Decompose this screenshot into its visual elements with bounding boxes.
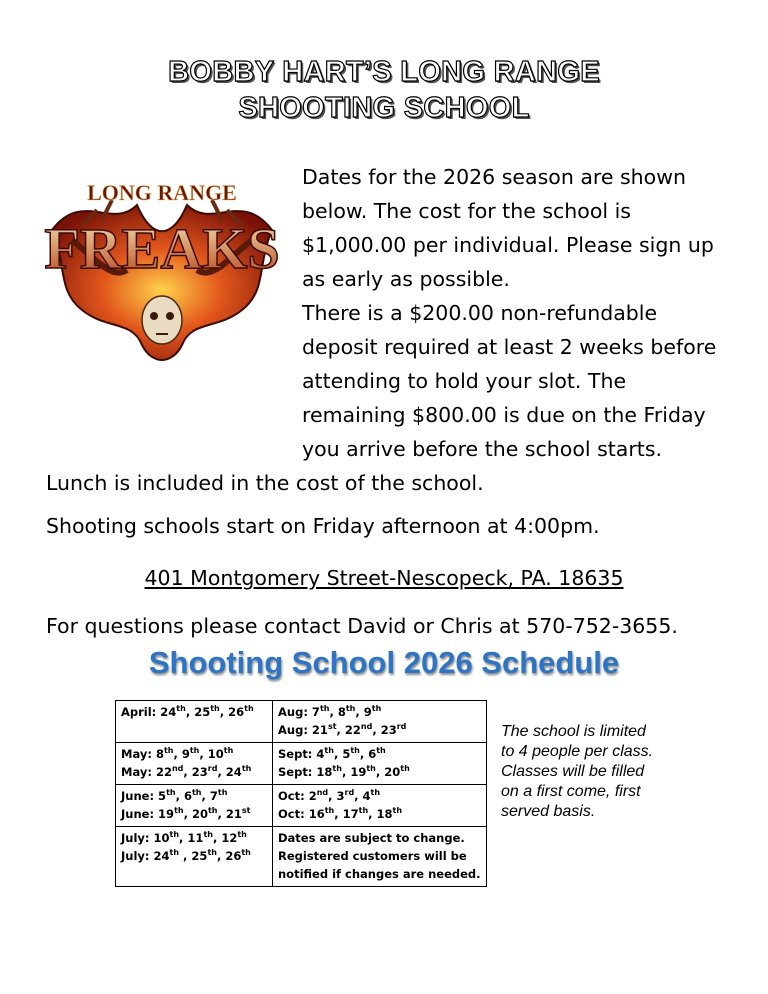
date-text: , 10 <box>199 747 224 761</box>
schedule-line <box>121 829 267 847</box>
svg-text:FREAKS: FREAKS <box>44 216 280 281</box>
ordinal-suffix: th <box>223 746 234 756</box>
ordinal-suffix: th <box>207 806 218 816</box>
schedule-table <box>115 700 487 887</box>
date-text: , 4 <box>354 789 371 803</box>
date-text: May: 8 <box>121 747 164 761</box>
class-limit-note: The school is limited to 4 people per class. Classes will be filled on a first come, first served basis. <box>501 723 654 820</box>
ordinal-suffix: th <box>241 848 251 858</box>
ordinal-suffix: th <box>366 764 376 774</box>
schedule-disclaimer: Dates are subject to change. Registered customers will be notified if changes are needed. <box>278 831 481 881</box>
date-text: Sept: 4 <box>278 747 325 761</box>
schedule-line <box>278 745 481 763</box>
date-text: Aug: 7 <box>278 705 320 719</box>
ordinal-suffix: th <box>371 704 382 714</box>
schedule-cell-left <box>116 785 273 827</box>
date-text: July: 10 <box>121 831 170 845</box>
schedule-line <box>121 787 267 805</box>
ordinal-suffix: nd <box>171 764 184 774</box>
ordinal-suffix: th <box>319 704 330 714</box>
date-text: , 25 <box>179 849 208 863</box>
date-text: , 12 <box>212 831 238 845</box>
ordinal-suffix: th <box>210 704 220 714</box>
date-text: , 5 <box>333 747 351 761</box>
date-text: , 3 <box>328 789 345 803</box>
table-row <box>116 701 487 743</box>
intro-paragraph-2: There is a $200.00 non-refundable deposit required at least 2 weeks before attending to hold your slot. The remaining $800.00 is due on the Friday you arrive before the school starts. Lunch is included in the cost of the school. <box>46 301 717 495</box>
contact-text: For questions please contact David or Chris at 570-752-3655. <box>46 614 678 638</box>
schedule-cell-right <box>273 785 487 827</box>
ordinal-suffix: st <box>327 722 337 732</box>
date-text: , 9 <box>173 747 190 761</box>
schedule-line <box>278 805 481 823</box>
ordinal-suffix: th <box>189 746 200 756</box>
title-line-2: SHOOTING SCHOOL <box>238 92 530 124</box>
ordinal-suffix: th <box>324 746 334 756</box>
intro-text <box>46 160 726 500</box>
date-text: , 22 <box>336 723 361 737</box>
ordinal-suffix: rd <box>207 764 218 774</box>
date-text: , 11 <box>179 831 204 845</box>
date-text: , 26 <box>219 705 245 719</box>
ordinal-suffix: th <box>217 788 228 798</box>
date-text: , 23 <box>372 723 397 737</box>
table-row <box>116 827 487 887</box>
date-text: , 20 <box>375 765 401 779</box>
date-text: , 19 <box>341 765 367 779</box>
date-text: Aug: 21 <box>278 723 328 737</box>
schedule-cell-left <box>116 701 273 743</box>
ordinal-suffix: th <box>358 806 369 816</box>
ordinal-suffix: th <box>376 746 386 756</box>
ordinal-suffix: nd <box>316 788 329 798</box>
schedule-line <box>121 763 267 781</box>
ordinal-suffix: st <box>241 806 251 816</box>
intro-paragraph-1: Dates for the 2026 season are shown below. The cost for the school is $1,000.00 per individual. Please sign up as early as possible. <box>302 165 714 291</box>
date-text: , 8 <box>329 705 346 719</box>
schedule-cell-left <box>116 743 273 785</box>
ordinal-suffix: th <box>166 788 176 798</box>
ordinal-suffix: nd <box>360 722 373 732</box>
schedule-line <box>278 787 481 805</box>
schedule-line <box>121 703 267 721</box>
ordinal-suffix: th <box>241 764 252 774</box>
address-text: 401 Montgomery Street-Nescopeck, PA. 18635 <box>144 566 624 590</box>
date-text: , 21 <box>217 807 242 821</box>
table-row <box>116 743 487 785</box>
schedule-title: Shooting School 2026 Schedule <box>148 645 620 680</box>
date-text: , 17 <box>334 807 359 821</box>
ordinal-suffix: th <box>392 806 403 816</box>
ordinal-suffix: th <box>191 788 202 798</box>
ordinal-suffix: rd <box>396 722 407 732</box>
ordinal-suffix: th <box>163 746 174 756</box>
date-text: June: 19 <box>121 807 175 821</box>
schedule-line <box>278 763 481 781</box>
date-text: , 25 <box>185 705 211 719</box>
schedule-line <box>278 703 481 721</box>
svg-text:LONG RANGE: LONG RANGE <box>87 180 237 205</box>
schedule-cell-right <box>273 701 487 743</box>
date-text: , 23 <box>183 765 208 779</box>
ordinal-suffix: th <box>203 830 213 840</box>
ordinal-suffix: th <box>176 704 186 714</box>
date-text: , 9 <box>355 705 372 719</box>
ordinal-suffix: th <box>174 806 184 816</box>
date-text: , 6 <box>175 789 192 803</box>
ordinal-suffix: th <box>400 764 410 774</box>
start-time-text: Shooting schools start on Friday afternoon at 4:00pm. <box>46 514 600 538</box>
date-text: May: 22 <box>121 765 172 779</box>
ordinal-suffix: th <box>244 704 254 714</box>
date-text: , 7 <box>201 789 218 803</box>
page-title <box>0 54 768 126</box>
ordinal-suffix: rd <box>344 788 355 798</box>
ordinal-suffix: th <box>370 788 381 798</box>
date-text: , 18 <box>368 807 393 821</box>
table-row <box>116 785 487 827</box>
ordinal-suffix: th <box>169 830 180 840</box>
date-text: Sept: 18 <box>278 765 333 779</box>
ordinal-suffix: th <box>324 806 335 816</box>
date-text: Oct: 2 <box>278 789 317 803</box>
ordinal-suffix: th <box>169 848 180 858</box>
ordinal-suffix: th <box>345 704 356 714</box>
schedule-cell-right <box>273 743 487 785</box>
schedule-line <box>121 805 267 823</box>
ordinal-suffix: th <box>332 764 342 774</box>
ordinal-suffix: th <box>207 848 217 858</box>
date-text: , 26 <box>216 849 242 863</box>
schedule-line <box>121 745 267 763</box>
schedule-cell-right <box>273 827 487 887</box>
date-text: June: 5 <box>121 789 167 803</box>
schedule-line <box>278 721 481 739</box>
schedule-line <box>121 847 267 865</box>
schedule-cell-left <box>116 827 273 887</box>
date-text: April: 24 <box>121 705 177 719</box>
date-text: , 6 <box>359 747 377 761</box>
date-text: July: 24 <box>121 849 170 863</box>
ordinal-suffix: th <box>237 830 247 840</box>
date-text: , 20 <box>183 807 208 821</box>
ordinal-suffix: th <box>350 746 360 756</box>
title-line-1: BOBBY HART’S LONG RANGE <box>168 56 600 88</box>
date-text: Oct: 16 <box>278 807 325 821</box>
date-text: , 24 <box>217 765 242 779</box>
